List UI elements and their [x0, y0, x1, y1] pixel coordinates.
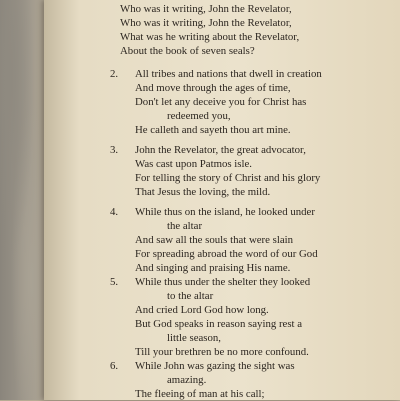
chorus-line: Who was it writing, John the Revelator, — [120, 17, 292, 29]
hymn-page — [44, 0, 400, 400]
chorus-line: Who was it writing, John the Revelator, — [120, 3, 292, 15]
verse-line: And singing and praising His name. — [135, 262, 291, 274]
verse-line: But God speaks in reason saying rest a — [135, 318, 303, 330]
verse-line: While thus on the island, he looked under — [135, 206, 315, 218]
verse-line: For telling the story of Christ and his glory — [135, 172, 321, 184]
verse-line: All tribes and nations that dwell in creation — [135, 68, 322, 80]
chorus-line: What was he writing about the Revelator, — [120, 31, 300, 43]
verse-number: 4. — [110, 206, 119, 218]
verse-number: 3. — [110, 144, 119, 156]
verse-line: Don't let any deceive you for Christ has — [135, 96, 307, 108]
verse-line: For spreading abroad the word of our God — [135, 248, 318, 260]
verse-line: That Jesus the loving, the mild. — [135, 186, 271, 198]
verse-number: 2. — [110, 68, 119, 80]
verse-line: He calleth and sayeth thou art mine. — [135, 124, 291, 136]
verse-line: John the Revelator, the great advocator, — [135, 144, 306, 156]
verse-line: Was cast upon Patmos isle. — [135, 158, 252, 170]
verse-line: amazing. — [167, 374, 207, 386]
verse-line: redeemed you, — [167, 110, 231, 122]
verse-number: 5. — [110, 276, 119, 288]
verse-line: to the altar — [167, 290, 214, 302]
chorus-line: About the book of seven seals? — [120, 45, 255, 57]
verse-line: Till your brethren be no more confound. — [135, 346, 309, 358]
verse-line: the altar — [167, 220, 203, 232]
verse-number: 6. — [110, 360, 119, 372]
verse-line: And saw all the souls that were slain — [135, 234, 294, 246]
verse-line: little season, — [167, 332, 221, 344]
verse-line: While thus under the shelter they looked — [135, 276, 311, 288]
verse-line: And cried Lord God how long. — [135, 304, 269, 316]
verse-line: And move through the ages of time, — [135, 82, 291, 94]
verse-line: While John was gazing the sight was — [135, 360, 295, 372]
verse-line: The fleeing of man at his call; — [135, 388, 265, 400]
